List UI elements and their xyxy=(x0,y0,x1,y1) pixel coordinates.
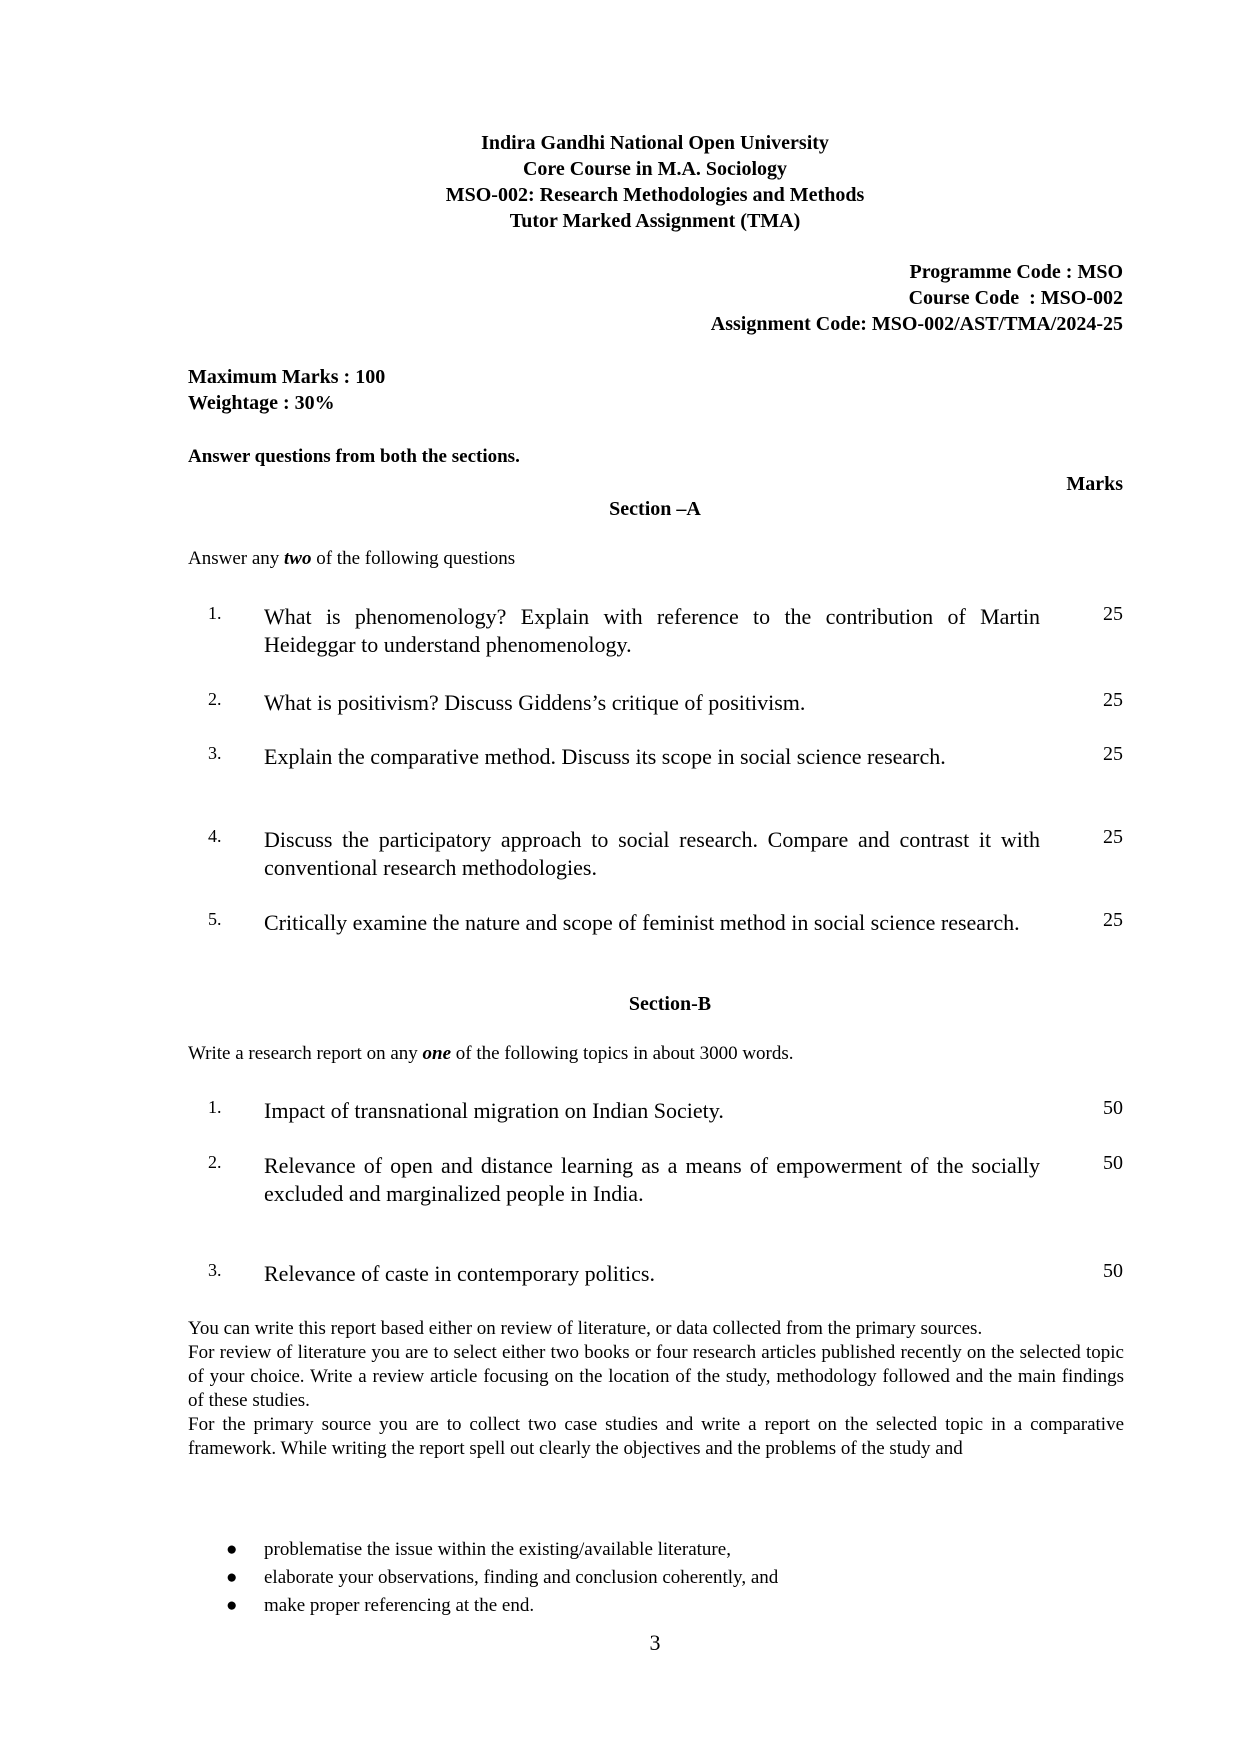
guidance-bullet-list xyxy=(222,1536,1122,1620)
question-marks: 25 xyxy=(1103,826,1123,848)
topic-number: 2. xyxy=(208,1152,222,1172)
topic-number: 1. xyxy=(208,1097,222,1117)
bullet-icon: ● xyxy=(226,1567,238,1588)
course-title: MSO-002: Research Methodologies and Methods xyxy=(445,184,865,206)
bullet-icon: ● xyxy=(226,1595,238,1616)
topic-marks: 50 xyxy=(1103,1097,1123,1119)
assignment-type: Tutor Marked Assignment (TMA) xyxy=(509,210,801,232)
question-text: What is positivism? Discuss Giddens’s critique of positivism. xyxy=(264,690,806,715)
general-instruction: Answer questions from both the sections. xyxy=(188,446,520,467)
topic-marks: 50 xyxy=(1103,1152,1123,1174)
guidance-paragraph: For review of literature you are to select either two books or four research articles published recently on the selected topic of your choice. Write a review article focusing on the location of the study, methodology followed and the main findings of these studies. xyxy=(188,1342,1124,1411)
question-marks: 25 xyxy=(1103,909,1123,931)
bullet-item: ● problematise the issue within the existing/available literature, xyxy=(222,1536,1122,1564)
question-text: Discuss the participatory approach to social research. Compare and contrast it with conventional research methodologies. xyxy=(264,827,1040,880)
section-b-title: Section-B xyxy=(628,993,712,1015)
section-a-instruction: Answer any two of the following questions xyxy=(188,548,516,569)
section-b-instruction: Write a research report on any one of the following topics in about 3000 words. xyxy=(188,1043,794,1064)
question-number: 4. xyxy=(208,826,222,846)
university-name: Indira Gandhi National Open University xyxy=(481,132,829,154)
assignment-code: Assignment Code: MSO-002/AST/TMA/2024-25 xyxy=(710,313,1123,335)
question-marks: 25 xyxy=(1103,743,1123,765)
marks-column-heading: Marks xyxy=(1066,473,1123,495)
question-number: 3. xyxy=(208,743,222,763)
programme-code: Programme Code : MSO xyxy=(909,261,1123,283)
marks-block xyxy=(188,364,385,416)
report-guidance xyxy=(188,1317,1124,1461)
topic-text: Relevance of open and distance learning as a means of empowerment of the socially excluded and marginalized people in India. xyxy=(264,1153,1040,1206)
section-a-title: Section –A xyxy=(609,498,701,520)
question-marks: 25 xyxy=(1103,603,1123,625)
question-number: 2. xyxy=(208,689,222,709)
bullet-item: ● make proper referencing at the end. xyxy=(222,1592,1122,1620)
maximum-marks: Maximum Marks : 100 xyxy=(188,366,386,388)
course-code: Course Code : MSO-002 xyxy=(908,287,1123,309)
document-header xyxy=(0,130,1241,234)
code-block xyxy=(711,259,1123,337)
question-number: 1. xyxy=(208,603,222,623)
course-name: Core Course in M.A. Sociology xyxy=(522,158,788,180)
topic-text: Relevance of caste in contemporary politics. xyxy=(264,1261,655,1286)
question-text: Explain the comparative method. Discuss its scope in social science research. xyxy=(264,744,946,769)
bullet-item: ● elaborate your observations, finding and conclusion coherently, and xyxy=(222,1564,1122,1592)
page-number: 3 xyxy=(649,1630,661,1655)
guidance-paragraph: You can write this report based either on review of literature, or data collected from the primary sources. xyxy=(188,1318,983,1339)
question-marks: 25 xyxy=(1103,689,1123,711)
bullet-icon: ● xyxy=(226,1539,238,1560)
question-text: Critically examine the nature and scope of feminist method in social science research. xyxy=(264,910,1020,935)
topic-marks: 50 xyxy=(1103,1260,1123,1282)
guidance-paragraph: For the primary source you are to collect two case studies and write a report on the selected topic in a comparative framework. While writing the report spell out clearly the objectives and the problems of the study and xyxy=(188,1414,1124,1459)
weightage: Weightage : 30% xyxy=(188,392,335,414)
question-text: What is phenomenology? Explain with reference to the contribution of Martin Heideggar to understand phenomenology. xyxy=(264,604,1040,657)
topic-text: Impact of transnational migration on Indian Society. xyxy=(264,1098,724,1123)
question-number: 5. xyxy=(208,909,222,929)
topic-number: 3. xyxy=(208,1260,222,1280)
